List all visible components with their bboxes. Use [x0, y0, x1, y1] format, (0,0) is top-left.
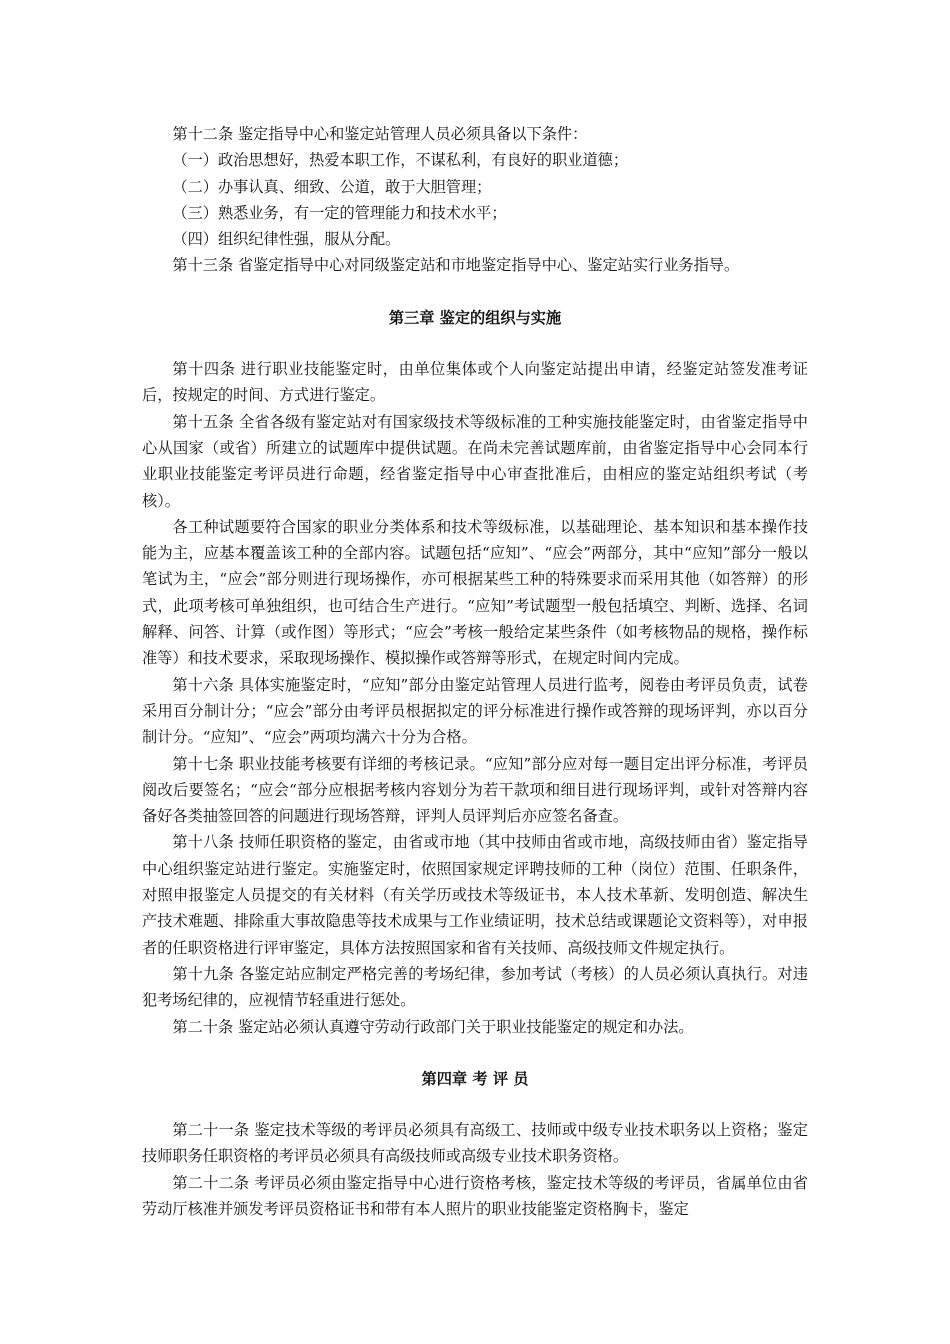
chapter-4-heading: 第四章 考 评 员 — [421, 1069, 529, 1088]
article-12-item-3: （三）熟悉业务，有一定的管理能力和技术水平； — [172, 203, 507, 222]
article-15: 第十五条 全省各级有鉴定站对有国家级技术等级标准的工种实施技能鉴定时，由省鉴定指导中心从国家（或省）所建立的试题库中提供试题。在尚未完善试题库前，由省鉴定指导中心会同本行业职业技能鉴定考评员进行命题，经省鉴定指导中心审查批准后，由相应的鉴定站组织考试（考核）。 — [142, 412, 808, 510]
document-page — [142, 121, 808, 1222]
article-17: 第十七条 职业技能考核要有详细的考核记录。“应知”部分应对每一题目定出评分标准，考评员阅改后要签名；“应会“部分应根据考核内容划分为若干款项和细目进行现场评判，或针对答辩内容备好各类抽签回答的问题进行现场答辩，评判人员评判后亦应签名备查。 — [142, 754, 808, 826]
article-13: 第十三条 省鉴定指导中心对同级鉴定站和市地鉴定指导中心、鉴定站实行业务指导。 — [172, 256, 740, 275]
article-14: 第十四条 进行职业技能鉴定时，由单位集体或个人向鉴定站提出申请，经鉴定站签发准考证后，按规定的时间、方式进行鉴定。 — [142, 360, 808, 405]
article-12-item-1: （一）政治思想好，热爱本职工作，不谋私利，有良好的职业道德； — [172, 151, 629, 170]
section-b — [142, 356, 808, 1040]
article-22: 第二十二条 考评员必须由鉴定指导中心进行资格考核，鉴定技术等级的考评员，省属单位由省劳动厅核准并颁发考评员资格证书和带有本人照片的职业技能鉴定资格胸卡，鉴定 — [142, 1173, 808, 1218]
article-21: 第二十一条 鉴定技术等级的考评员必须具有高级工、技师或中级专业技术职务以上资格；鉴定技师职务任职资格的考评员必须具有高级技师或高级专业技术职务资格。 — [142, 1121, 808, 1166]
article-16: 第十六条 具体实施鉴定时，“应知”部分由鉴定站管理人员进行监考，阅卷由考评员负责，试卷采用百分制计分；“应会”部分由考评员根据拟定的评分标准进行操作或答辩的现场评判，亦以百分制计分。“应知”、“应会”两项均满六十分为合格。 — [142, 675, 808, 747]
article-12: 第十二条 鉴定指导中心和鉴定站管理人员必须具备以下条件： — [172, 125, 588, 143]
article-18: 第十八条 技师任职资格的鉴定，由省或市地（其中技师由省或市地，高级技师由省）鉴定指导中心组织鉴定站进行鉴定。实施鉴定时，依照国家规定评聘技师的工种（岗位）范围、任职条件，对照申报鉴定人员提交的有关材料（有关学历或技术等级证书，本人技术革新、发明创造、解决生产技术难题、排除重大事故隐患等技术成果与工作业绩证明，技术总结或课题论文资料等），对申报者的任职资格进行评审鉴定，具体方法按照国家和省有关技师、高级技师文件规定执行。 — [142, 833, 808, 957]
section-c — [142, 1117, 808, 1222]
article-12-item-2: （二）办事认真、细致、公道，敢于大胆管理； — [172, 177, 492, 196]
article-19: 第十九条 各鉴定站应制定严格完善的考场纪律，参加考试（考核）的人员必须认真执行。对违犯考场纪律的，应视情节轻重进行惩处。 — [142, 964, 808, 1010]
chapter-3-heading: 第三章 鉴定的组织与实施 — [388, 308, 562, 327]
article-12-item-4: （四）组织纪律性强，服从分配。 — [172, 230, 401, 249]
section-a — [142, 121, 808, 279]
article-15-detail: 各工种试题要符合国家的职业分类体系和技术等级标准，以基础理论、基本知识和基本操作技能为主，应基本覆盖该工种的全部内容。试题包括“应知”、“应会”两部分，其中“应知”部分一般以笔试为主，“应会”部分则进行现场操作，亦可根据某些工种的特殊要求而采用其他（如答辩）的形式，此项考核可单独组织，也可结合生产进行。“应知”考试题型一般包括填空、判断、选择、名词解释、问答、计算（或作图）等形式；“应会”考核一般给定某些条件（如考核物品的规格，操作标准等）和技术要求，采取现场操作、模拟操作或答辩等形式，在规定时间内完成。 — [142, 517, 808, 668]
article-20: 第二十条 鉴定站必须认真遵守劳动行政部门关于职业技能鉴定的规定和办法。 — [172, 1017, 694, 1036]
